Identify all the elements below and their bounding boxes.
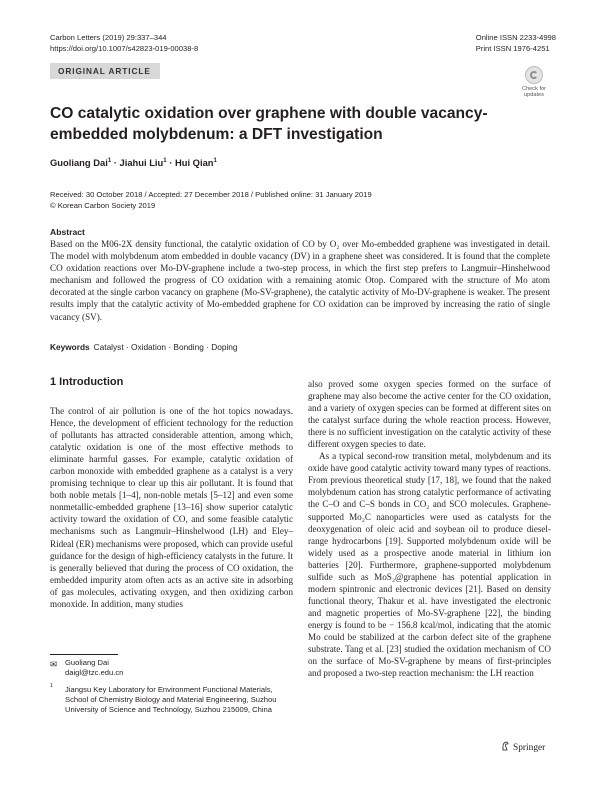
article-title: CO catalytic oxidation over graphene with double vacancy-embedded molybdenum: a DFT investigation	[50, 105, 488, 143]
check-for-updates-badge[interactable]	[516, 66, 552, 98]
footnote-divider	[50, 654, 118, 655]
contact-email[interactable]: daigl@tzc.edu.cn	[65, 668, 124, 677]
author-affiliation-mark: 1	[213, 157, 217, 164]
keywords-label: Keywords	[50, 342, 90, 352]
body-paragraph: The control of air pollution is one of the hot topics nowadays. Hence, the development of efficient technology for the reduction of pollutants has attracted considerable attention, among which, catalytic oxidation is one of the most effective methods to eliminate harmful gasses. For example, catalytic oxidation of carbon monoxide with embedded graphene as a catalyst is a very promising technique to clear up this air pollutant. It is found that both noble metals [1–4], non-noble metals [5–12] and even some nonmetallic-embedded graphene [13–16] show superior catalytic activity toward the oxidation of CO, and some feasible catalytic mechanisms such as Langmuir–Hinshelwood (LH) and Eley–Rideal (ER) mechanisms were proposed, which can provide useful guidance for the design of high-efficiency catalysts in the future. It is generally believed that during the process of CO oxidation, the embedded impurity atom often acts as an active site in adsorbing of gas molecules, activating oxygen, and then oxidizing carbon monoxide. In addition, many studies	[50, 406, 294, 609]
running-header-right	[476, 33, 556, 54]
springer-horse-icon	[501, 741, 510, 751]
contact-name: Guoliang Dai	[65, 658, 109, 667]
envelope-icon: ✉	[50, 659, 58, 669]
affiliation-text: Jiangsu Key Laboratory for Environment Functional Materials, School of Chemistry Biology and Material Engineering, Suzhou University of Science and Technology, Suzhou 215009, China	[65, 685, 277, 715]
article-history	[50, 189, 372, 211]
right-column	[308, 378, 551, 679]
doi-link[interactable]: https://doi.org/10.1007/s42823-019-00038-8	[50, 43, 199, 53]
author-affiliation-mark: 1	[107, 157, 112, 164]
refresh-icon	[525, 66, 543, 84]
body-paragraph: also proved some oxygen species formed on the surface of graphene may also become the active center for the CO oxidation, and a variety of oxygen species can be formed at different sites on the catalyst surface during the whole reaction process. However, there is no sufficient investigation on the catalytic activity of these different oxygen species to date.	[308, 379, 551, 450]
abstract-heading: Abstract	[50, 227, 85, 237]
left-column	[50, 405, 293, 610]
keywords-text: Catalyst · Oxidation · Bonding · Doping	[93, 342, 238, 352]
history-dates: Received: 30 October 2018 / Accepted: 27 December 2018 / Published online: 31 January 2019	[50, 190, 372, 199]
print-issn: Print ISSN 1976-4251	[475, 43, 550, 53]
author-name[interactable]: Hui Qian	[174, 157, 214, 168]
check-updates-text: Check for updates	[522, 86, 546, 99]
publisher-name: Springer	[513, 743, 546, 753]
journal-citation: Carbon Letters (2019) 29:337–344	[50, 33, 167, 42]
affiliation-number: 1	[50, 683, 54, 689]
author-name[interactable]: Guoliang Dai	[50, 157, 108, 168]
online-issn: Online ISSN 2233-4998	[475, 33, 556, 42]
publisher-logo	[501, 741, 545, 753]
author-affiliation-mark: 1	[163, 157, 167, 164]
article-type-label: ORIGINAL ARTICLE	[58, 66, 151, 76]
section-heading: 1 Introduction	[50, 376, 124, 388]
abstract-text: Based on the M06-2X density functional, the catalytic oxidation of CO by O₂ over Mo-embedded graphene was investigated in detail. The model with molybdenum atom embedded in double vacancy (DV) in a graphene sheet was considered. It is found that the complete CO oxidation reactions over Mo-DV-graphene include a two-step process, in which the first step prefers to Langmuir–Hinshelwood mechanism and followed the progress of CO oxidation with a remaining atomic Otop. Compared with the structure of Mo atom decorated at the single carbon vacancy on graphene (Mo-SV-graphene), the catalytic activity of Mo-DV-graphene is weaker. The present results imply that the catalytic activity of Mo-embedded graphene for CO oxidation can be improved by increasing the ratio of single vacancy (SV).	[50, 239, 550, 322]
running-header-left	[50, 33, 198, 54]
copyright-line: © Korean Carbon Society 2019	[50, 201, 156, 210]
author-name[interactable]: Jiahui Liu	[119, 157, 164, 168]
keywords-line	[50, 342, 238, 352]
body-paragraph: As a typical second-row transition metal, molybdenum and its oxide have good catalytic activity toward many types of reactions. From previous theoretical study [17, 18], we found that the naked molybdenum cation has strong catalytic performance of activating the C–O and C–S bonds in CO₂ and SCO molecules. Graphene-supported Mo₂C nanoparticles were used as catalysts for the deoxygenation of oleic acid and soybean oil to produce diesel-range hydrocarbons [19]. Supported molybdenum oxide will be widely used as a prospective anode material in lithium ion batteries [20]. Furthermore, graphene-supported molybdenum sulfide such as MoS₂@graphene has potential application in modern spintronic and electronic devices [21]. Based on density functional theory, Thakur et al. have investigated the electronic and magnetic properties of Mo-SV-graphene [22], the binding energy is found to be − 156.8 kcal/mol, indicating that the atomic Mo could be stabilized at the carbon defect site of the graphene substrate. Tang et al. [23] studied the oxidation mechanism of CO on the surface of Mo-SV-graphene by means of first-principles and proposed a two-step reaction mechanism: the LH reaction	[308, 451, 551, 679]
corresponding-author	[65, 658, 123, 678]
author-list: Guoliang Dai$^1$ · Jiahui Liu$^1$ · Hui Qian$^1$	[50, 157, 217, 168]
